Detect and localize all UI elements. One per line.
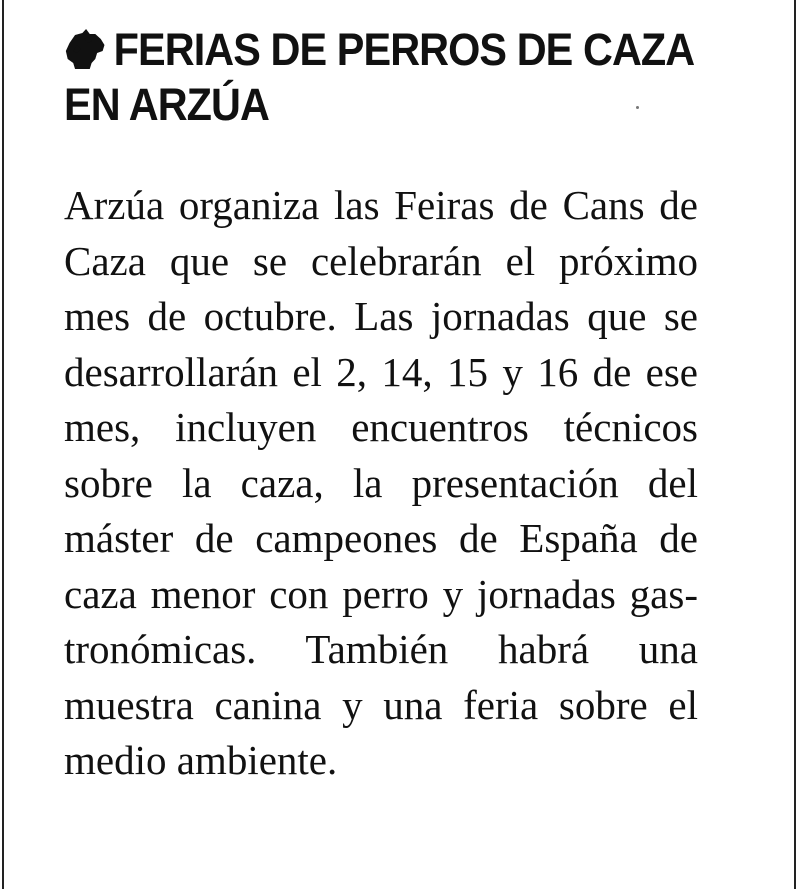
- left-column-rule: [2, 0, 4, 889]
- headline-text: FERIAS DE PERROS DE CAZA EN ARZÚA: [64, 24, 693, 130]
- article-body: Arzúa organiza las Feiras de Cans de Caza que se celebrarán el próximo mes de octubre. Las jornadas que se desarrollarán el 2, 14, 15 y 16 de ese mes, incluyen encuentros técnicos sobre la caza, la presentación del máster de campeones de España de caza menor con perro y jornadas gastronómicas. También habrá una muestra canina y una feria sobre el medio ambiente.: [64, 182, 698, 783]
- dog-head-icon: [64, 26, 106, 66]
- article-headline: [64, 22, 708, 132]
- right-column-rule: [794, 0, 796, 889]
